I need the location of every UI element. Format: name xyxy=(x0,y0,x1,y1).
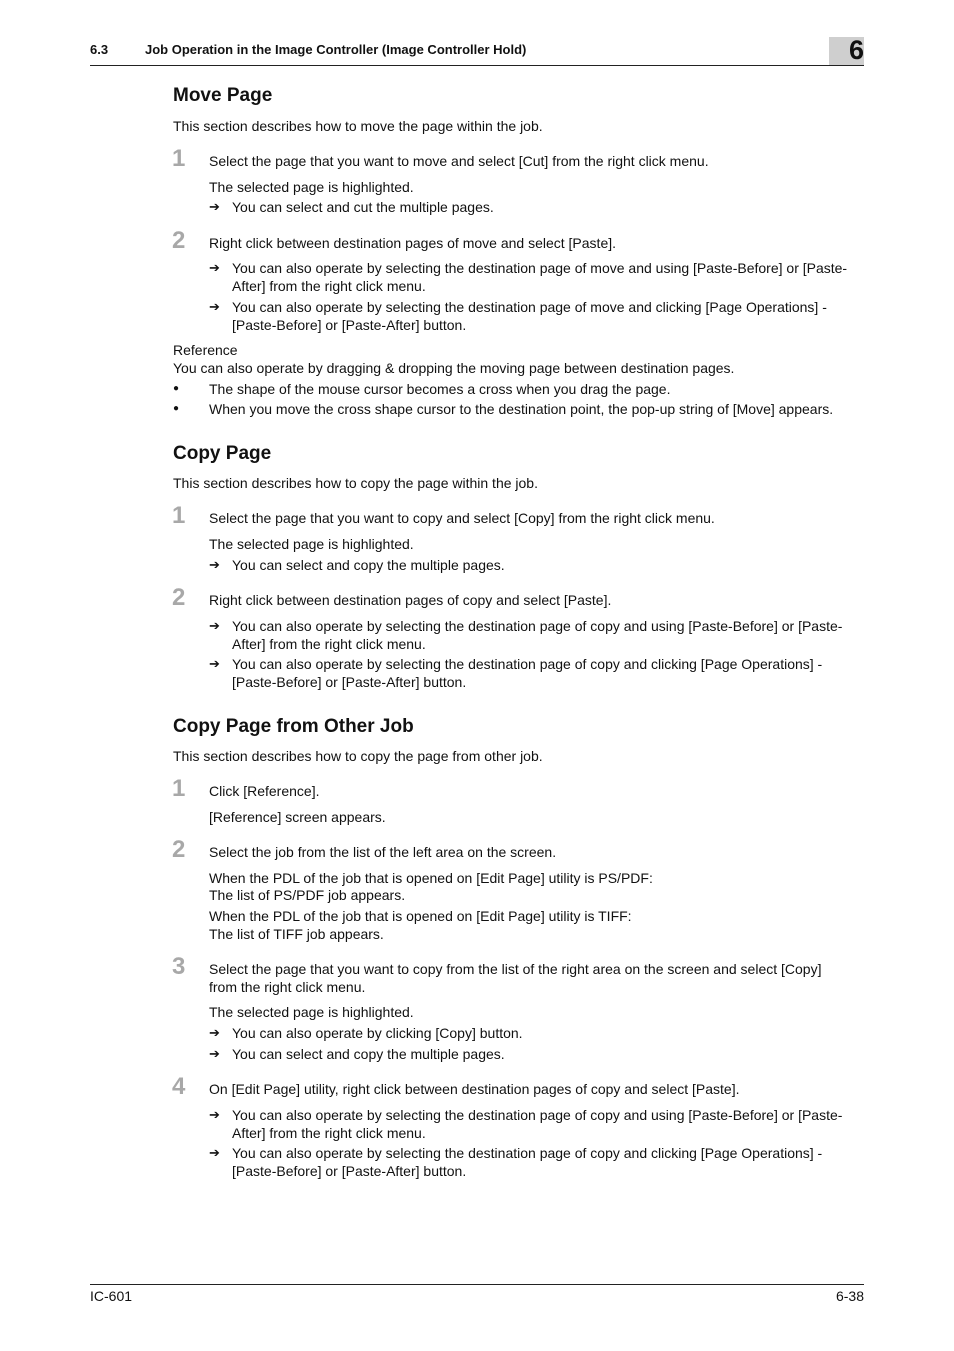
step-text: Select the page that you want to copy and select [Copy] from the right click menu. xyxy=(209,510,715,526)
step-number: 1 xyxy=(172,145,186,172)
step-text: Select the job from the list of the left area on the screen. xyxy=(209,844,557,860)
footer-rule xyxy=(90,1284,864,1285)
copy-other-heading: Copy Page from Other Job xyxy=(173,716,414,737)
footer-model: IC-601 xyxy=(90,1288,133,1304)
step-result-line: The list of TIFF job appears. xyxy=(209,926,384,942)
step-note-line: After] from the right click menu. xyxy=(232,636,426,652)
step-number: 2 xyxy=(172,836,186,863)
arrow-icon: ➔ xyxy=(209,1145,220,1160)
step-text: Right click between destination pages of move and select [Paste]. xyxy=(209,235,617,251)
step-note-line: You can also operate by selecting the destination page of copy and clicking [Page Operations] - xyxy=(232,656,823,672)
arrow-icon: ➔ xyxy=(209,299,220,314)
step-note: You can select and copy the multiple pages. xyxy=(232,1046,505,1062)
arrow-icon: ➔ xyxy=(209,1107,220,1122)
footer-page-number: 6-38 xyxy=(835,1288,864,1304)
step-number: 2 xyxy=(172,584,186,611)
section-number: 6.3 xyxy=(90,42,109,57)
step-note-line: You can also operate by selecting the destination page of move and clicking [Page Operations] - xyxy=(232,299,827,315)
copy-other-intro: This section describes how to copy the page from other job. xyxy=(173,748,543,764)
step-note-line: After] from the right click menu. xyxy=(232,278,426,294)
section-title: Job Operation in the Image Controller (Image Controller Hold) xyxy=(145,42,527,57)
step-text-line: Select the page that you want to copy from the list of the right area on the screen and select [Copy] xyxy=(209,961,822,977)
step-result-line: The list of PS/PDF job appears. xyxy=(209,887,406,903)
arrow-icon: ➔ xyxy=(209,1046,220,1061)
step-number: 2 xyxy=(172,227,186,254)
step-note-line: After] from the right click menu. xyxy=(232,1125,426,1141)
step-note-line: You can also operate by selecting the destination page of copy and clicking [Page Operations] - xyxy=(232,1145,823,1161)
step-text: Right click between destination pages of copy and select [Paste]. xyxy=(209,592,612,608)
step-note: You can also operate by clicking [Copy] button. xyxy=(232,1025,523,1041)
bullet-icon: ● xyxy=(173,383,180,394)
step-result: The selected page is highlighted. xyxy=(209,179,414,195)
copy-page-heading: Copy Page xyxy=(173,443,272,464)
chapter-number: 6 xyxy=(848,35,864,65)
step-text-line: from the right click menu. xyxy=(209,979,366,995)
step-text: Select the page that you want to move and select [Cut] from the right click menu. xyxy=(209,153,709,169)
arrow-icon: ➔ xyxy=(209,260,220,275)
arrow-icon: ➔ xyxy=(209,618,220,633)
move-page-heading: Move Page xyxy=(173,85,273,106)
step-note-line: [Paste-Before] or [Paste-After] button. xyxy=(232,674,467,690)
reference-bullet: The shape of the mouse cursor becomes a cross when you drag the page. xyxy=(209,381,671,397)
step-note: You can select and cut the multiple pages. xyxy=(232,199,494,215)
reference-text: You can also operate by dragging & dropping the moving page between destination pages. xyxy=(173,360,735,376)
step-number: 4 xyxy=(172,1073,186,1100)
arrow-icon: ➔ xyxy=(209,1025,220,1040)
step-number: 1 xyxy=(172,502,186,529)
step-result: The selected page is highlighted. xyxy=(209,536,414,552)
header-rule xyxy=(90,65,864,66)
arrow-icon: ➔ xyxy=(209,557,220,572)
step-number: 1 xyxy=(172,775,186,802)
step-note-line: [Paste-Before] or [Paste-After] button. xyxy=(232,1163,467,1179)
step-note-line: [Paste-Before] or [Paste-After] button. xyxy=(232,317,467,333)
reference-bullet: When you move the cross shape cursor to the destination point, the pop-up string of [Move] appears. xyxy=(209,401,834,417)
step-result: [Reference] screen appears. xyxy=(209,809,386,825)
copy-page-intro: This section describes how to copy the page within the job. xyxy=(173,475,538,491)
step-note: You can select and copy the multiple pages. xyxy=(232,557,505,573)
step-result-line: When the PDL of the job that is opened on [Edit Page] utility is TIFF: xyxy=(209,908,632,924)
step-result-line: When the PDL of the job that is opened on [Edit Page] utility is PS/PDF: xyxy=(209,870,653,886)
bullet-icon: ● xyxy=(173,403,180,414)
move-page-intro: This section describes how to move the page within the job. xyxy=(173,118,543,134)
reference-label: Reference xyxy=(173,342,238,358)
step-note-line: You can also operate by selecting the destination page of move and using [Paste-Before] or [Paste- xyxy=(232,260,848,276)
arrow-icon: ➔ xyxy=(209,656,220,671)
step-number: 3 xyxy=(172,953,186,980)
step-note-line: You can also operate by selecting the destination page of copy and using [Paste-Before] or [Paste- xyxy=(232,1107,843,1123)
step-note-line: You can also operate by selecting the destination page of copy and using [Paste-Before] or [Paste- xyxy=(232,618,843,634)
step-text: Click [Reference]. xyxy=(209,783,320,799)
step-result: The selected page is highlighted. xyxy=(209,1004,414,1020)
arrow-icon: ➔ xyxy=(209,199,220,214)
step-text: On [Edit Page] utility, right click between destination pages of copy and select [Paste]. xyxy=(209,1081,740,1097)
